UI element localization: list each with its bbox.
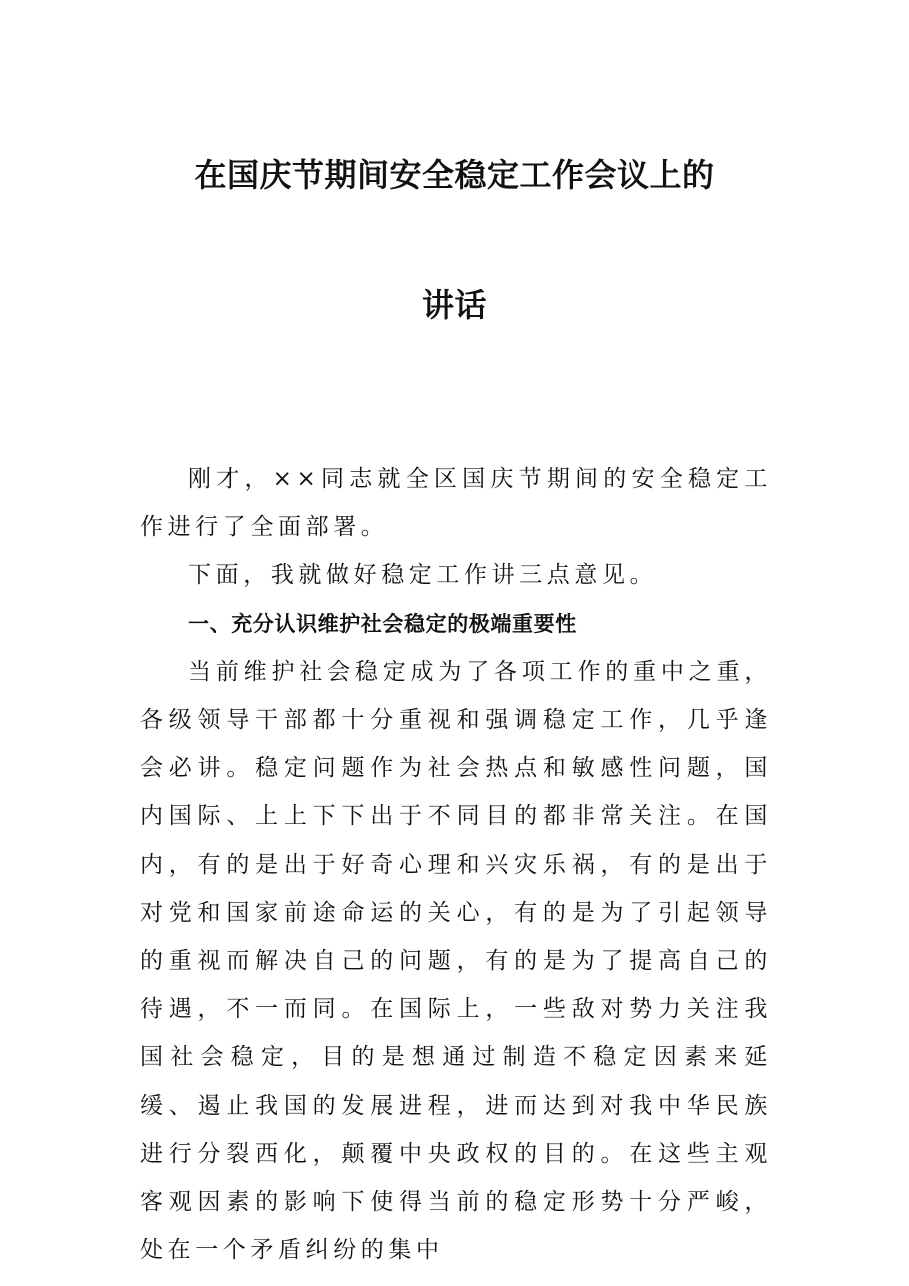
section-paragraph: 当前维护社会稳定成为了各项工作的重中之重，各级领导干部都十分重视和强调稳定工作，几乎逢会必讲。稳定问题作为社会热点和敏感性问题，国内国际、上上下下出于不同目的都非常关注。在国内，有的是出于好奇心理和兴灾乐祸，有的是出于对党和国家前途命运的关心，有的是为了引起领导的重视而解决自己的问题，有的是为了提高自己的待遇，不一而同。在国际上，一些敌对势力关注我国社会稳定，目的是想通过制造不稳定因素来延缓、遏止我国的发展进程，进而达到对我中华民族进行分裂西化，颠覆中央政权的目的。在这些主观客观因素的影响下使得当前的稳定形势十分严峻，处在一个矛盾纠纷的集中: [140, 658, 772, 1264]
document-body: [140, 455, 772, 1274]
document-title-line1: 在国庆节期间安全稳定工作会议上的: [194, 156, 715, 194]
document-title-line2: 讲话: [421, 286, 487, 324]
body-paragraph-2: 下面，我就做好稳定工作讲三点意见。: [188, 562, 658, 589]
section-heading: 一、充分认识维护社会稳定的极端重要性: [188, 611, 577, 636]
body-paragraph-1: 刚才，××同志就全区国庆节期间的安全稳定工作进行了全面部署。: [140, 466, 772, 541]
